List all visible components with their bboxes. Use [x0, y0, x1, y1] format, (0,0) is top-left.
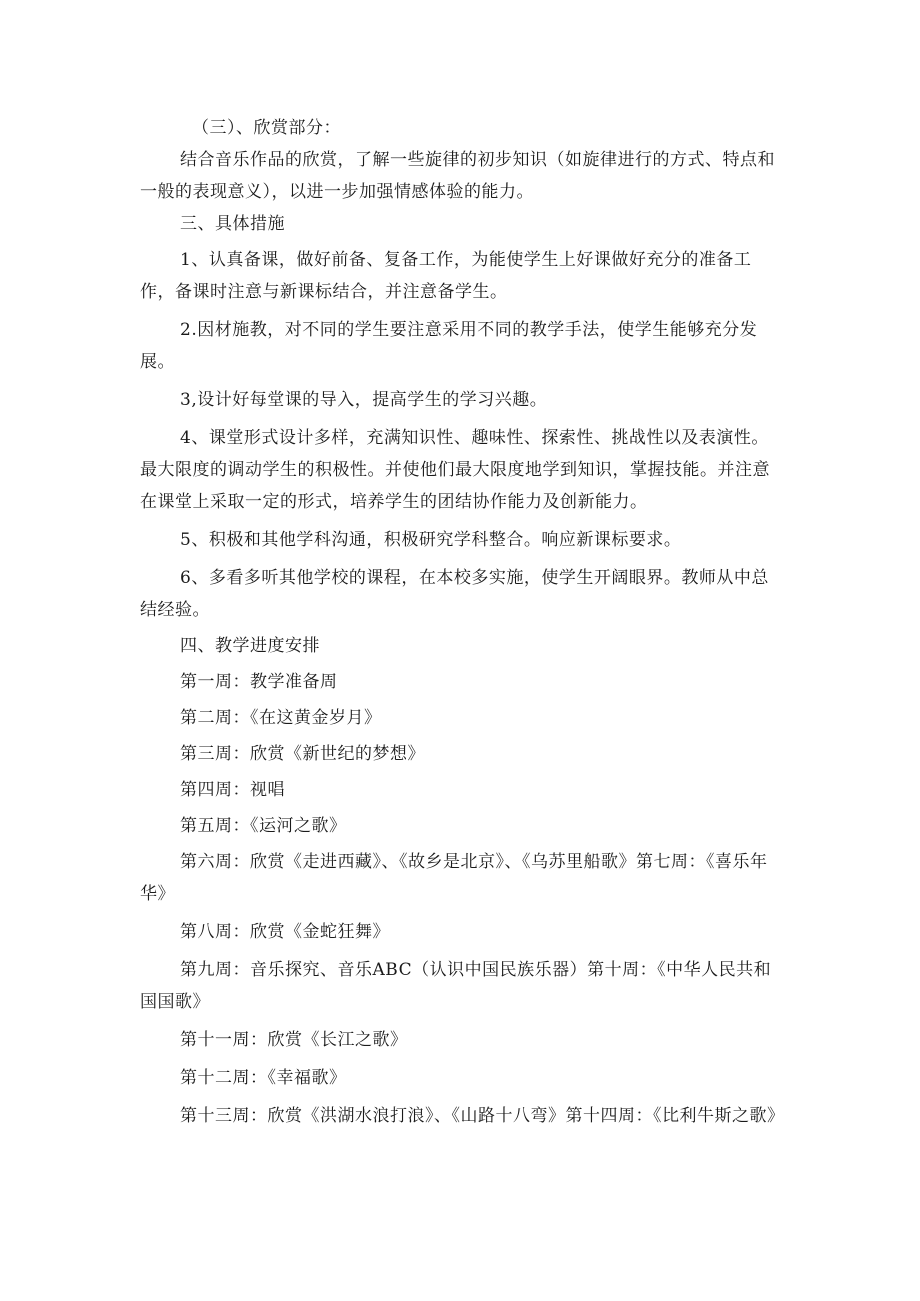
schedule-week-4: 第四周：视唱	[180, 780, 285, 800]
schedule-week-2: 第二周：《在这黄金岁月》	[180, 708, 382, 728]
section-heading-schedule: 四、教学进度安排	[180, 636, 320, 656]
measure-item-1: 1、认真备课，做好前备、复备工作，为能使学生上好课做好充分的准备工作，备课时注意与新课标结合，并注意备学生。	[140, 250, 752, 302]
measure-item-3: 3,设计好每堂课的导入，提高学生的学习兴趣。	[180, 390, 548, 410]
section-heading-appreciation: （三）、欣赏部分：	[192, 118, 341, 138]
measure-item-4: 4、课堂形式设计多样，充满知识性、趣味性、探索性、挑战性以及表演性。最大限度的调动学生的积极性。并使他们最大限度地学到知识，掌握技能。并注意在课堂上采取一定的形式，培养学生的团结协作能力及创新能力。	[140, 428, 770, 512]
schedule-week-3: 第三周：欣赏《新世纪的梦想》	[180, 744, 425, 764]
document-body	[140, 112, 785, 1132]
schedule-week-5: 第五周：《运河之歌》	[180, 816, 347, 836]
schedule-week-11: 第十一周：欣赏《长江之歌》	[180, 1030, 408, 1050]
measure-item-6: 6、多看多听其他学校的课程，在本校多实施，使学生开阔眼界。教师从中总结经验。	[140, 568, 769, 620]
schedule-week-8: 第八周：欣赏《金蛇狂舞》	[180, 922, 390, 942]
schedule-week-13-14: 第十三周：欣赏《洪湖水浪打浪》、《山路十八弯》第十四周：《比利牛斯之歌》	[180, 1106, 785, 1126]
schedule-week-1: 第一周：教学准备周	[180, 672, 338, 692]
schedule-week-9-10: 第九周：音乐探究、音乐ABC（认识中国民族乐器）第十周：《中华人民共和国国歌》	[140, 960, 772, 1012]
measure-item-5: 5、积极和其他学科沟通，积极研究学科整合。响应新课标要求。	[180, 530, 682, 550]
schedule-week-6-7: 第六周：欣赏《走进西藏》、《故乡是北京》、《乌苏里船歌》第七周：《喜乐年华》	[140, 852, 768, 904]
measure-item-2: 2.因材施教，对不同的学生要注意采用不同的教学手法，使学生能够充分发展。	[140, 320, 758, 372]
paragraph-appreciation-body: 结合音乐作品的欣赏，了解一些旋律的初步知识（如旋律进行的方式、特点和一般的表现意义），以进一步加强情感体验的能力。	[140, 150, 775, 202]
section-heading-measures: 三、具体措施	[180, 214, 285, 234]
schedule-week-12: 第十二周：《幸福歌》	[180, 1068, 347, 1088]
